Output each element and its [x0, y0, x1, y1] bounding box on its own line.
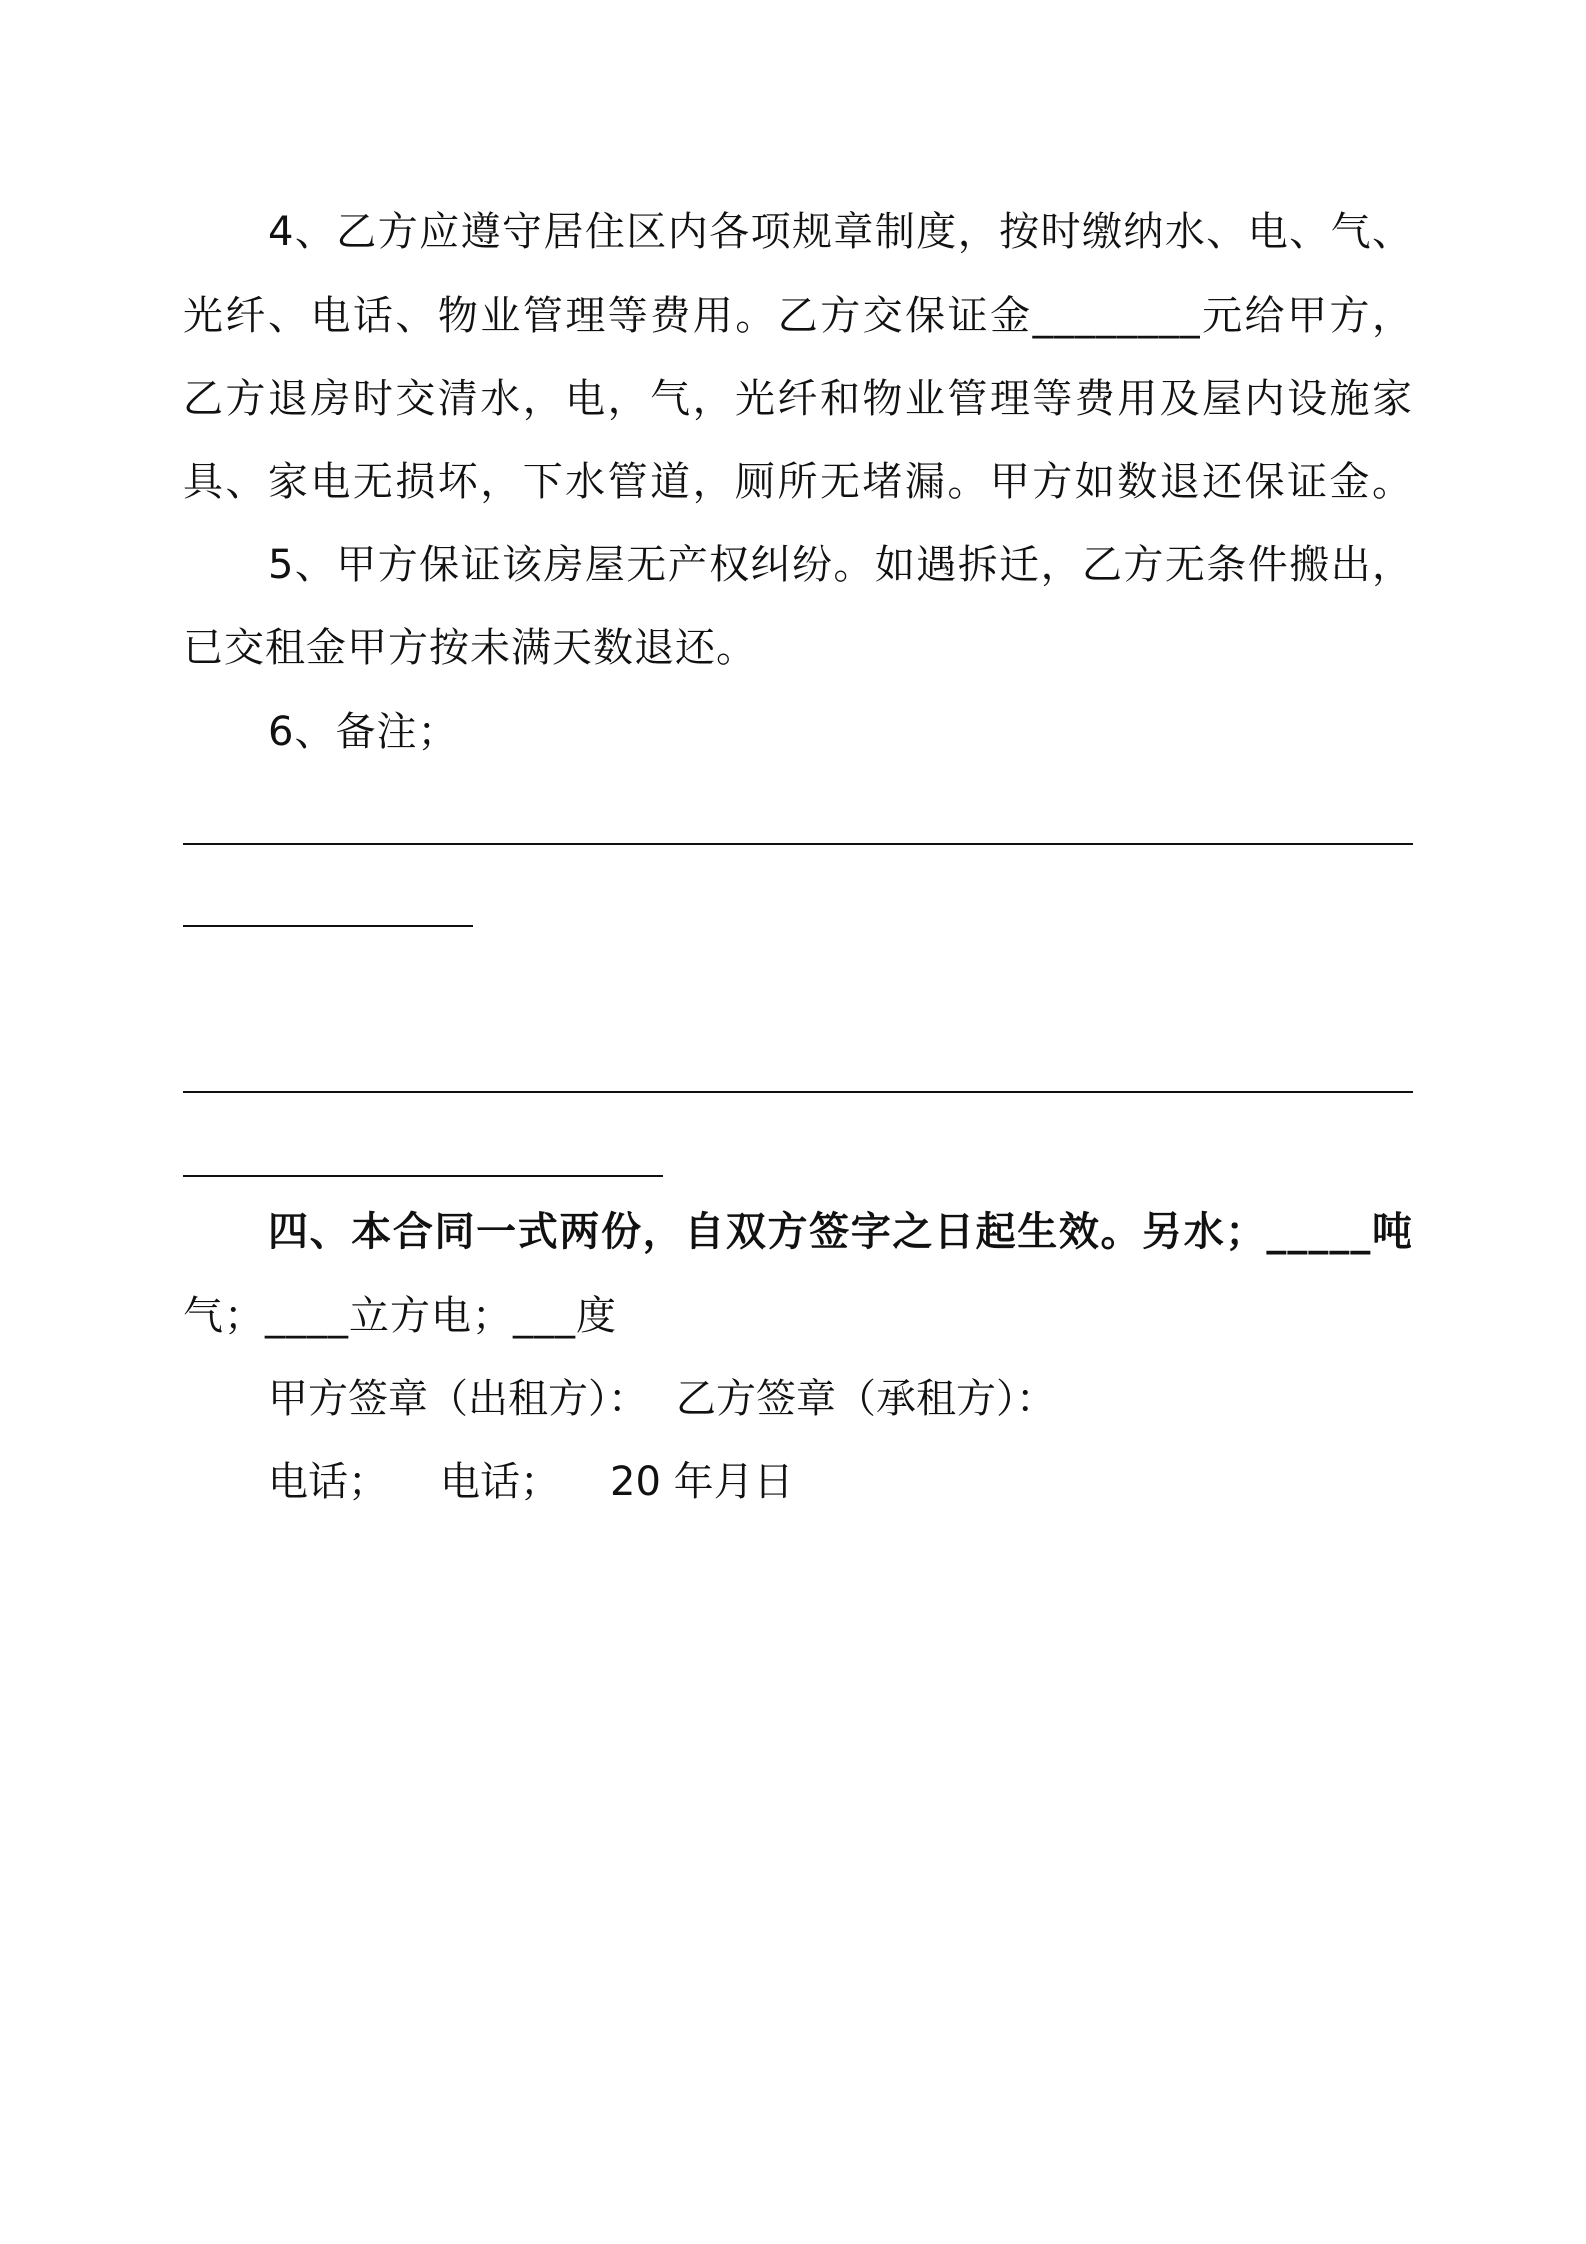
party-b-phone-label: 电话； — [440, 1459, 560, 1505]
clause6-label: 6、备注； — [268, 709, 459, 755]
remarks-blank-line-4 — [183, 1175, 663, 1177]
party-b-signature-label: 乙方签章（承租方）： — [676, 1376, 1056, 1422]
clause4-line4: 具、家电无损坏，下水管道，厕所无堵漏。甲方如数退还保证金。 — [183, 459, 1413, 505]
section4-line1: 四、本合同一式两份，自双方签字之日起生效。另水；_____吨 — [268, 1209, 1413, 1255]
sign-date: 20 年月日 — [610, 1459, 794, 1505]
clause4-line3: 乙方退房时交清水，电，气，光纤和物业管理等费用及屋内设施家 — [183, 376, 1413, 422]
clause5-line2: 已交租金甲方按未满天数退还。 — [183, 625, 757, 671]
section4-line2: 气；____立方电；___度 — [183, 1293, 617, 1339]
clause4-line1: 4、乙方应遵守居住区内各项规章制度，按时缴纳水、电、气、 — [268, 209, 1413, 255]
party-a-phone-label: 电话； — [268, 1459, 388, 1505]
remarks-blank-line-2 — [183, 925, 473, 927]
party-a-signature-label: 甲方签章（出租方）： — [268, 1376, 648, 1422]
clause4-line2: 光纤、电话、物业管理等费用。乙方交保证金________元给甲方， — [183, 293, 1413, 339]
remarks-blank-line-1 — [183, 843, 1413, 845]
remarks-blank-line-3 — [183, 1091, 1413, 1093]
phone-date-row — [268, 1457, 794, 1507]
signature-row — [268, 1374, 1056, 1424]
clause5-line1: 5、甲方保证该房屋无产权纠纷。如遇拆迁，乙方无条件搬出， — [268, 542, 1413, 588]
